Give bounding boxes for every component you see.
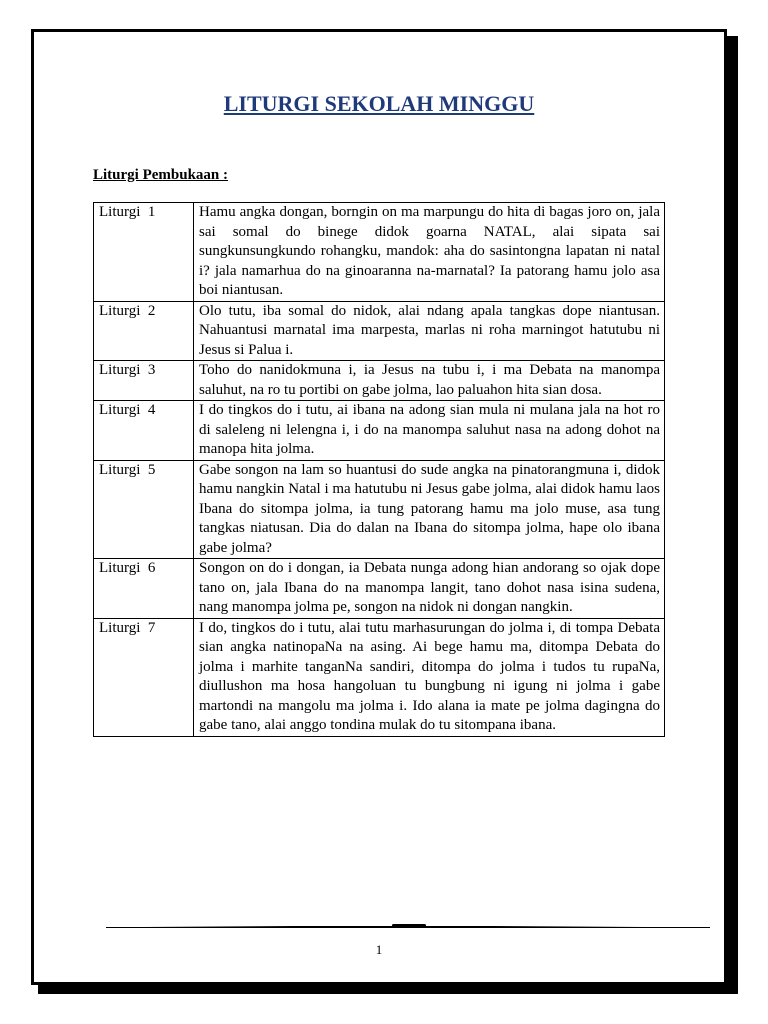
footer-divider-center	[392, 924, 426, 927]
table-row	[94, 460, 665, 559]
document-title: LITURGI SEKOLAH MINGGU	[223, 91, 535, 116]
liturgy-label: Liturgi 2	[94, 301, 194, 361]
document-page	[31, 29, 727, 985]
liturgy-label: Liturgi 1	[94, 203, 194, 302]
liturgy-text: I do, tingkos do i tutu, alai tutu marhasurungan do jolma i, di tompa Debata sian angka natinopaNa na asing. Ai bege hamu ma, ditompa Debata do jolma i marhite tanganNa sandiri, ditompa do jolma i tudos tu rupaNa, diullushon ma hosa hangoluan tu bungbung ni igung ni jolma i gabe martondi na mangolu ma jolma i. Ido alana ia mate pe jolma dagingna do gabe tano, alai anggo tondina mulak do tu sitompana ibana.	[194, 618, 665, 736]
table-row	[94, 203, 665, 302]
liturgy-text: Toho do nanidokmuna i, ia Jesus na tubu i, i ma Debata na manompa saluhut, na ro tu portibi on gabe jolma, lao paluahon hita sian dosa.	[194, 361, 665, 401]
table-row	[94, 301, 665, 361]
table-row	[94, 401, 665, 461]
liturgy-text: I do tingkos do i tutu, ai ibana na adong sian mula ni mulana jala na hot ro di saleleng ni lelengna i, i do na manompa saluhut nasa na adong dohot na manopa hita jolma.	[194, 401, 665, 461]
liturgy-text: Songon on do i dongan, ia Debata nunga adong hian andorang so ojak dope tano on, jala Ibana do na manompa langit, tano dohot nasa isina sudena, nang manompa jolma pe, songon na nidok ni dongan nangkin.	[194, 559, 665, 619]
page-number: 1	[375, 942, 383, 957]
liturgy-label: Liturgi 5	[94, 460, 194, 559]
table-row	[94, 361, 665, 401]
liturgy-text: Hamu angka dongan, borngin on ma marpungu do hita di bagas joro on, jala sai somal do binege didok goarna NATAL, alai sipata sai sungkunsungkundo rohangku, mandok: aha do sasintongna lapatan ni natal i? jala namarhua do na ginoaranna na-marnatal? Ia patorang hamu jolo asa boi niantusan.	[194, 203, 665, 302]
section-heading: Liturgi Pembukaan :	[93, 167, 229, 183]
liturgy-label: Liturgi 6	[94, 559, 194, 619]
table-row	[94, 559, 665, 619]
liturgy-label: Liturgi 4	[94, 401, 194, 461]
liturgy-label: Liturgi 3	[94, 361, 194, 401]
liturgy-table	[93, 202, 665, 737]
table-row	[94, 618, 665, 736]
liturgy-label: Liturgi 7	[94, 618, 194, 736]
liturgy-text: Gabe songon na lam so huantusi do sude angka na pinatorangmuna i, didok hamu nangkin Natal i ma hatutubu ni Jesus gabe jolma, alai didok hamu laos Ibana do sitompa jolma, ia tung patorang hamu ma jolo muse, asa tung tangkas niatusan. Dia do dalan na Ibana do sitompa jolma, hape olo ibana gabe jolma?	[194, 460, 665, 559]
liturgy-text: Olo tutu, iba somal do nidok, alai ndang apala tangkas dope niantusan. Nahuantusi marnatal ima marpesta, marlas ni roha marningot hatutubu ni Jesus si Palua i.	[194, 301, 665, 361]
